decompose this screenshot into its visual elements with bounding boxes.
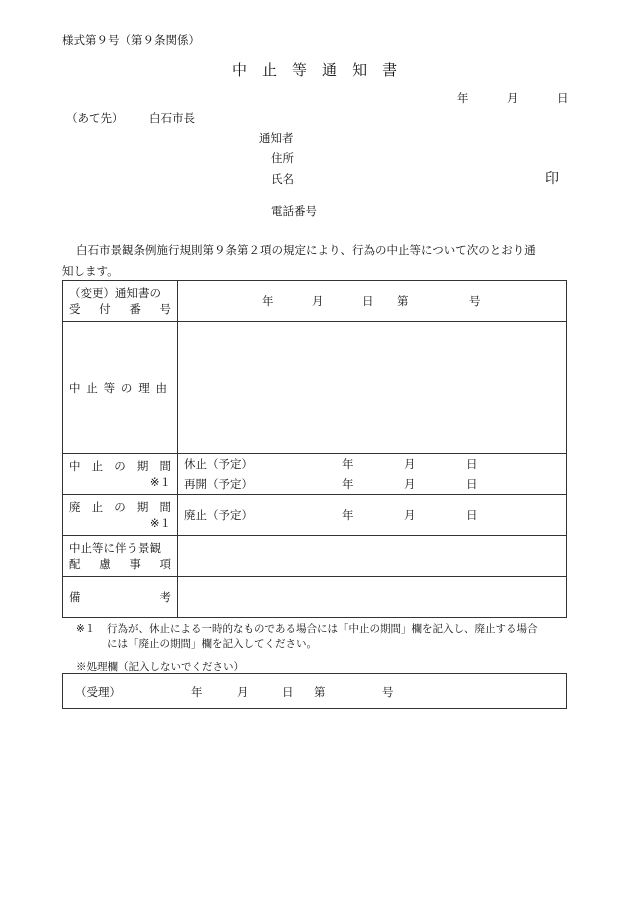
processing-box <box>62 673 567 709</box>
notifier-phone-label: 電話番号 <box>271 204 317 218</box>
notifier-address-label: 住所 <box>271 151 294 165</box>
suspension-period-label: 中 止 の 期 間 ※１ <box>63 454 178 495</box>
receipt-number-field[interactable]: 年 月 日 第 号 <box>178 281 567 322</box>
received-year: 年 <box>191 685 203 699</box>
seal-mark: 印 <box>545 171 559 187</box>
suspension-period-field[interactable]: 休止（予定） 年 月 日 再開（予定） 年 月 日 <box>178 454 567 495</box>
received-number-suffix: 号 <box>382 685 394 699</box>
row-landscape-considerations <box>63 536 567 577</box>
form-number: 様式第９号（第９条関係） <box>62 33 200 47</box>
received-day: 日 <box>282 685 294 699</box>
document-title: 中 止 等 通 知 書 <box>232 61 398 79</box>
addressee: 白石市長 <box>149 111 195 125</box>
abolition-period-label: 廃 止 の 期 間 ※１ <box>63 495 178 536</box>
landscape-considerations-field[interactable] <box>178 536 567 577</box>
body-text-line-1: 白石市景観条例施行規則第９条第２項の規定により、行為の中止等について次のとおり通 <box>76 243 536 257</box>
row-remarks <box>63 577 567 618</box>
reason-field[interactable] <box>178 322 567 454</box>
notification-table <box>62 280 567 618</box>
footnote-mark: ※１ <box>76 623 96 635</box>
received-month: 月 <box>237 685 249 699</box>
remarks-field[interactable] <box>178 577 567 618</box>
notifier-name-label: 氏名 <box>271 172 294 186</box>
row-receipt-number <box>63 281 567 322</box>
landscape-considerations-label: 中止等に伴う景観 配 慮 事 項 <box>63 536 178 577</box>
row-reason <box>63 322 567 454</box>
receipt-number-label: （変更）通知書の 受 付 番 号 <box>63 281 178 322</box>
row-suspension-period <box>63 454 567 495</box>
processing-section-label: ※処理欄（記入しないでください） <box>76 661 244 673</box>
row-abolition-period <box>63 495 567 536</box>
reason-label: 中 止 等 の 理 由 <box>63 322 178 454</box>
notifier-label: 通知者 <box>259 131 294 145</box>
remarks-label: 備 考 <box>63 577 178 618</box>
footnote-line-1: 行為が、休止による一時的なものである場合には「中止の期間」欄を記入し、廃止する場合 <box>107 623 538 635</box>
received-number-prefix: 第 <box>314 685 326 699</box>
footnote-line-2: には「廃止の期間」欄を記入してください。 <box>107 638 317 650</box>
received-label: （受理） <box>75 685 121 699</box>
body-text-line-2: 知します。 <box>62 264 119 278</box>
issue-date: 年 月 日 <box>457 91 569 105</box>
abolition-period-field[interactable]: 廃止（予定） 年 月 日 <box>178 495 567 536</box>
addressee-label: （あて先） <box>66 111 124 125</box>
